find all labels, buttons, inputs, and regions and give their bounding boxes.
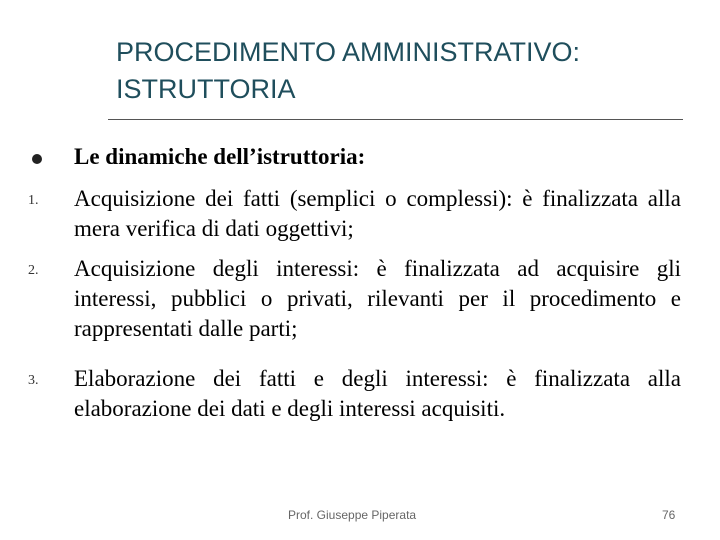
slide-title-line-2: ISTRUTTORIA — [116, 74, 296, 104]
footer-author: Prof. Giuseppe Piperata — [288, 508, 417, 522]
page-number: 76 — [662, 508, 676, 522]
list-item-2-text: Acquisizione degli interessi: è finalizzata ad acquisire gli interessi, pubblici o privati, rilevanti per il procedimento e rappresentati dalle parti; — [74, 256, 681, 341]
list-marker-1: 1. — [28, 193, 39, 208]
list-marker-2: 2. — [28, 263, 39, 278]
list-item-3-text: Elaborazione dei fatti e degli interessi: è finalizzata alla elaborazione dei dati e degli interessi acquisiti. — [74, 366, 681, 421]
title-divider — [108, 119, 683, 120]
bullet-dot-icon — [32, 154, 42, 164]
heading-text: Le dinamiche dell’istruttoria: — [74, 144, 366, 169]
slide-title — [116, 34, 696, 108]
list-marker-3: 3. — [28, 373, 39, 388]
list-item-1-text: Acquisizione dei fatti (semplici o complessi): è finalizzata alla mera verifica di dati oggettivi; — [74, 186, 681, 241]
slide-title-line-1: PROCEDIMENTO AMMINISTRATIVO: — [116, 37, 581, 67]
